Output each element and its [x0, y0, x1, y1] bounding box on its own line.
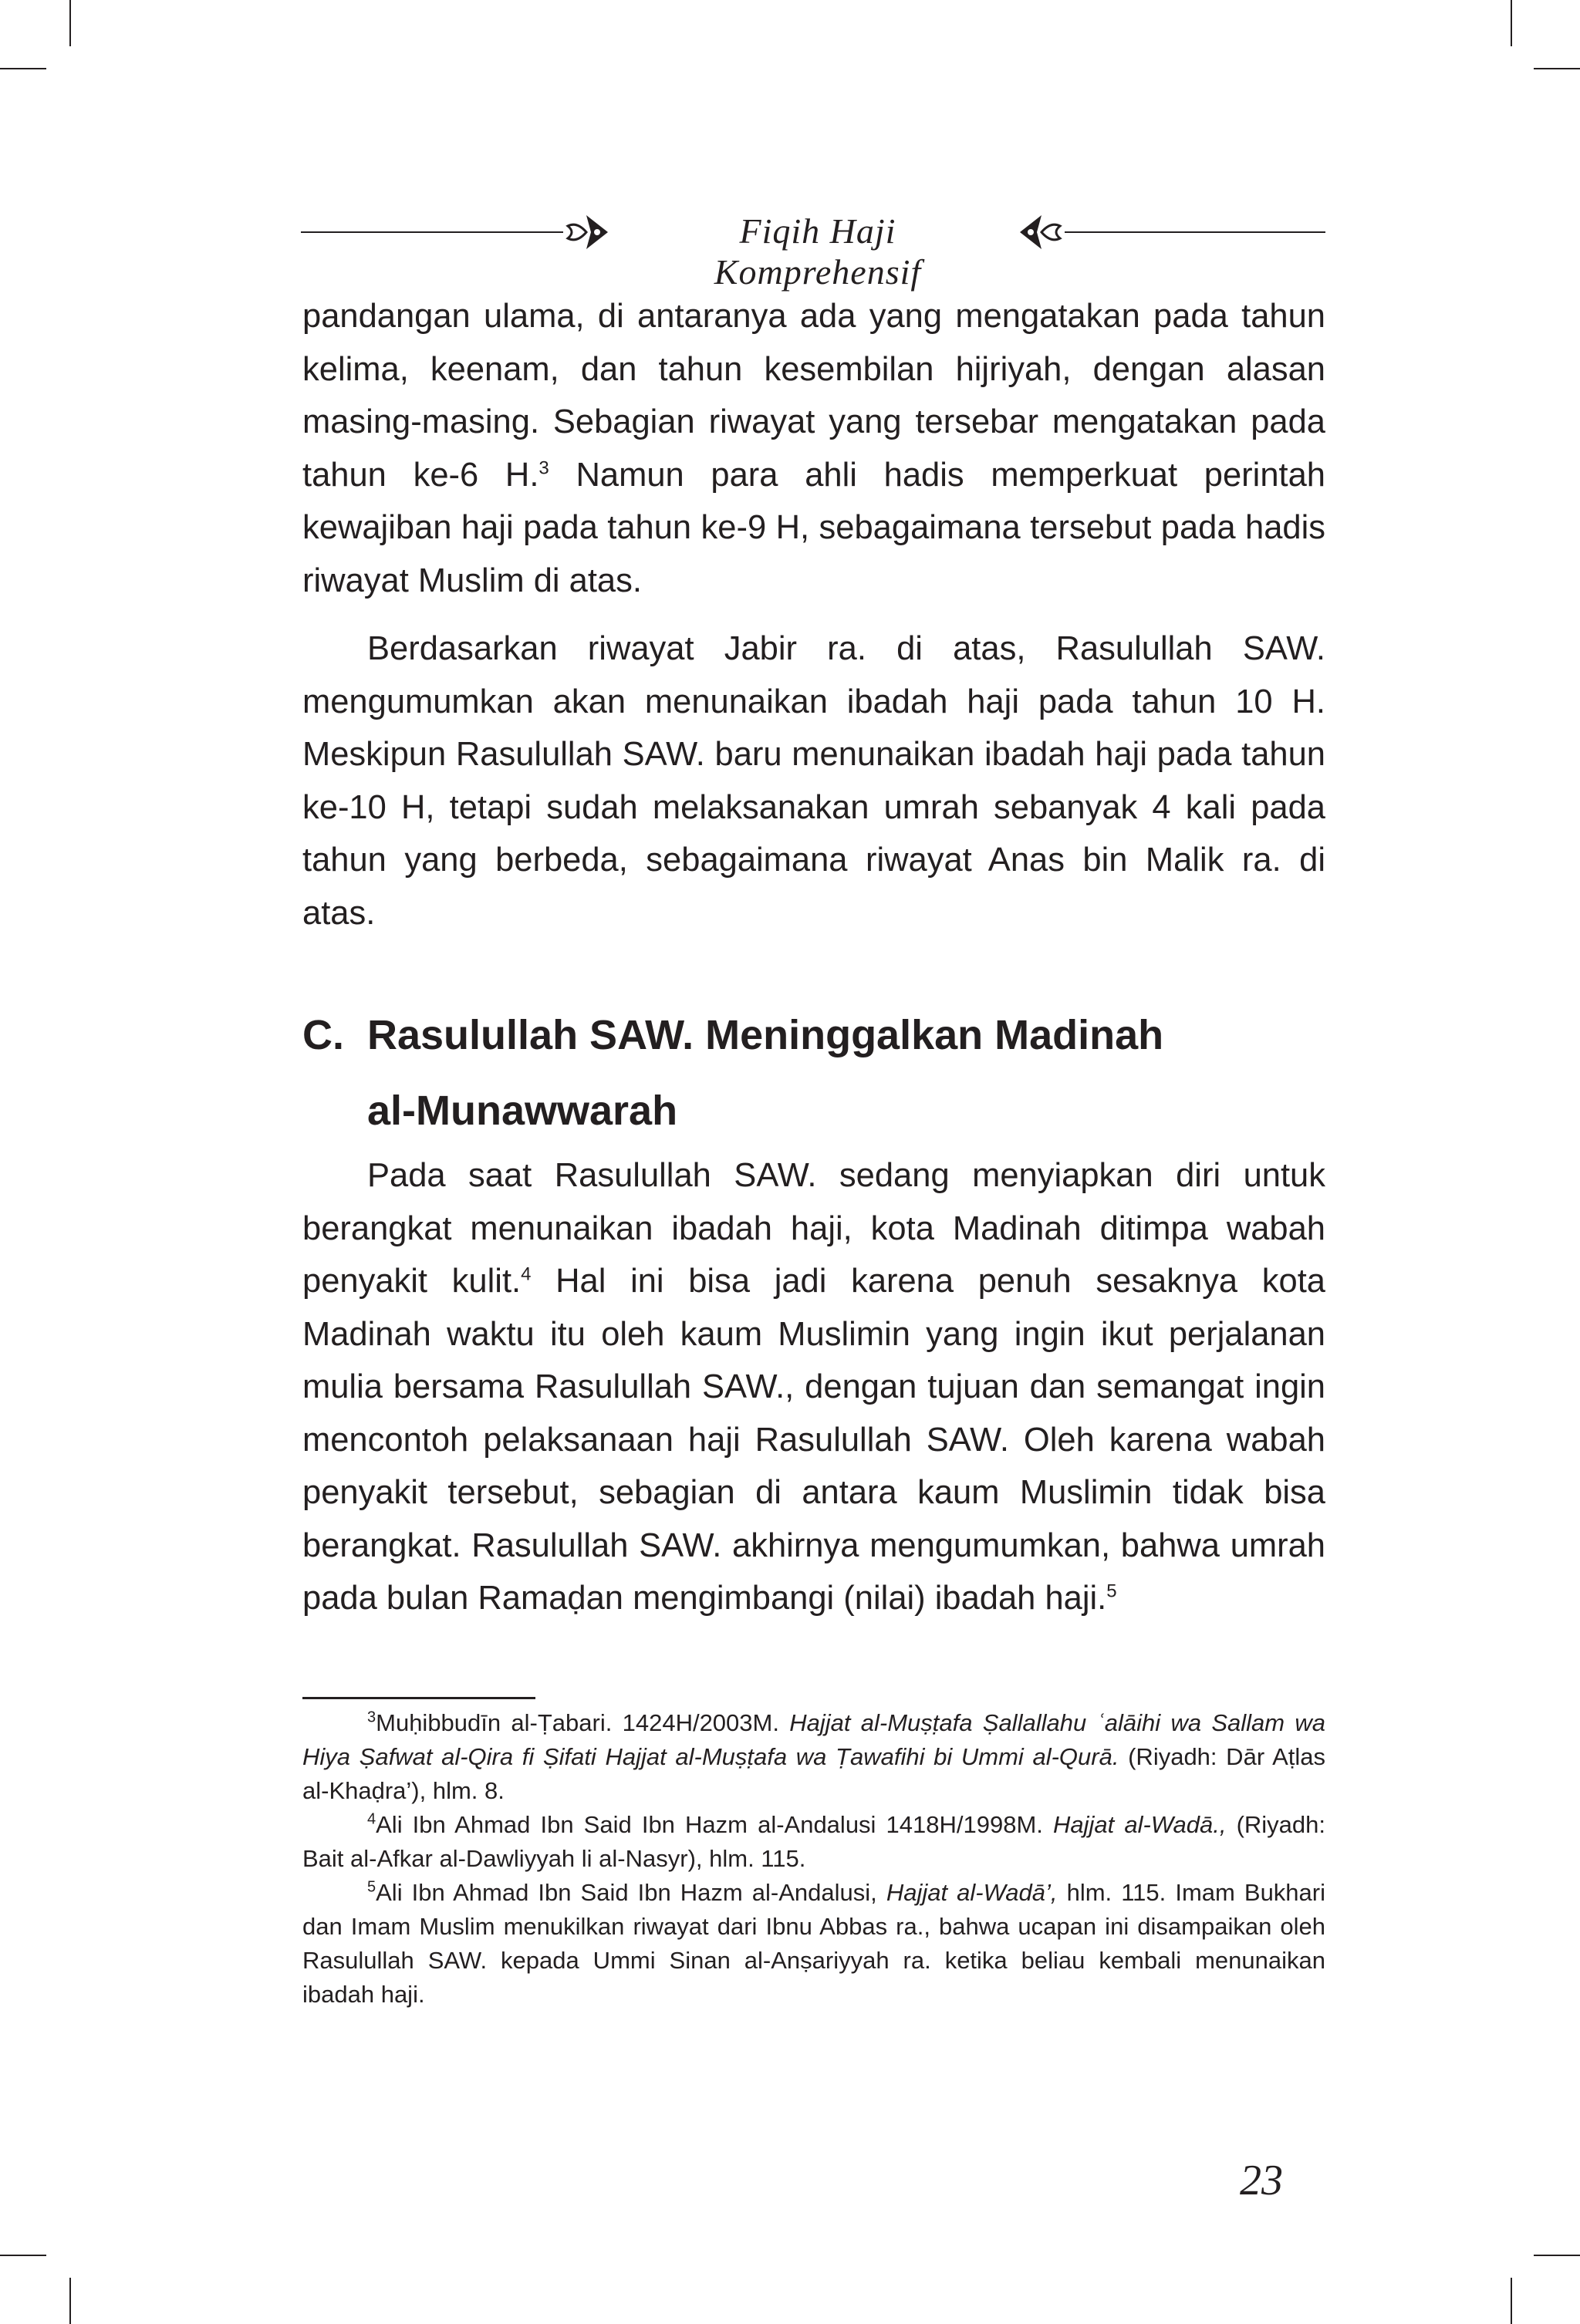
header-rule-right [1065, 231, 1325, 233]
body-text-top [302, 290, 1325, 939]
crop-mark [0, 68, 46, 69]
footnote-ref: 3 [538, 457, 549, 478]
footnote: $^5$Ali Ibn Ahmad Ibn Said Ibn Hazm al-Andalusi, Hajjat al-Wadā’, hlm. 115. Imam Bukhari dan Imam Muslim menukilkan riwayat dari Ibnu Abbas ra., bahwa ucapan ini disampaikan oleh Rasulullah SAW. kepada Ummi Sinan al-Anṣariyyah ra. ketika beliau kembali menunaikan ibadah haji. [302, 1878, 1325, 2008]
paragraph: pandangan ulama, di antaranya ada yang mengatakan pada tahun kelima, keenam, dan tahun kesembilan hijriyah, dengan alasan masing-masing. Sebagian riwayat yang tersebar mengatakan pada tahun ke-6 H.$^3$ Namun para ahli hadis memperkuat perintah kewajiban haji pada tahun ke-9 H, sebagaimana tersebut pada hadis riwayat Muslim di atas. [302, 298, 1325, 599]
paragraph: Berdasarkan riwayat Jabir ra. di atas, Rasulullah SAW. mengumumkan akan menunaikan ibadah haji pada tahun 10 H. Meskipun Rasulullah SAW. baru menunaikan ibadah haji pada tahun ke-10 H, tetapi sudah melaksanakan umrah sebanyak 4 kali pada tahun yang berbeda, sebagaimana riwayat Anas bin Malik ra. di atas. [302, 630, 1325, 932]
crop-mark [1534, 68, 1580, 69]
crop-mark [1534, 2255, 1580, 2256]
footnote-rule [302, 1697, 535, 1699]
footnote-ref: 4 [521, 1263, 532, 1285]
running-header [301, 197, 1325, 292]
section-letter: C. [302, 1012, 344, 1058]
footnote: $^4$Ali Ibn Ahmad Ibn Said Ibn Hazm al-Andalusi 1418H/1998M. Hajjat al-Wadā., (Riyadh: Bait al-Afkar al-Dawliyyah li al-Nasyr), hlm. 115. [302, 1810, 1326, 1872]
crop-mark [69, 0, 71, 46]
crop-mark [69, 2278, 71, 2324]
footnotes [302, 1706, 1325, 2012]
page-number: 23 [1240, 2157, 1283, 2204]
section-title-line2: al-Munawwarah [367, 1088, 678, 1134]
footnote: $^3$Muḥibbudīn al-Ṭabari. 1424H/2003M. Hajjat al-Muṣṭafa Ṣallallahu ʿalāihi wa Sallam wa Hiya Ṣafwat al-Qira fi Ṣifati Hajjat al-Muṣṭafa wa Ṭawafihi bi Ummi al-Qurā. (Riyadh: Dār Aṭlas al-Khaḍra’), hlm. 8. [302, 1708, 1325, 1804]
body-text-section [302, 1149, 1325, 1625]
section-title-line1: Rasulullah SAW. Meninggalkan Madinah [367, 1012, 1164, 1058]
footnote-ref: 5 [1106, 1580, 1117, 1602]
crop-mark [0, 2255, 46, 2256]
crop-mark [1511, 2278, 1512, 2324]
paragraph: Pada saat Rasulullah SAW. sedang menyiapkan diri untuk berangkat menunaikan ibadah haji, kota Madinah ditimpa wabah penyakit kulit.$^4$ Hal ini bisa jadi karena penuh sesaknya kota Madinah waktu itu oleh kaum Muslimin yang ingin ikut perjalanan mulia bersama Rasulullah SAW., dengan tujuan dan semangat ingin mencontoh pelaksanaan haji Rasulullah SAW. Oleh karena wabah penyakit tersebut, sebagian di antara kaum Muslimin tidak bisa berangkat. Rasulullah SAW. akhirnya mengumumkan, bahwa umrah pada bulan Ramaḍan mengimbangi (nilai) ibadah haji.$^5$ [302, 1157, 1325, 1617]
ornament-left-icon [563, 209, 609, 255]
crop-mark [1511, 0, 1512, 46]
running-header-title: Fiqih Haji Komprehensif [714, 211, 922, 292]
section-heading [302, 997, 1325, 1149]
ornament-right-icon [1018, 209, 1065, 255]
header-rule-left [301, 231, 563, 233]
